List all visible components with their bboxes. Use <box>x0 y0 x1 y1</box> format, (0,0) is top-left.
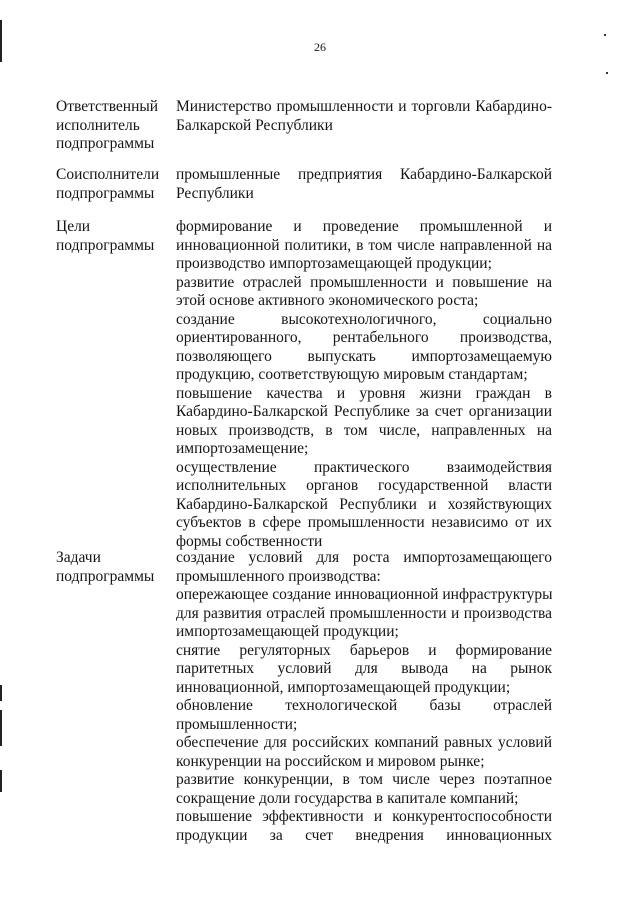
label-line: Соисполнители <box>56 166 160 183</box>
label-line: подпрограммы <box>56 135 155 152</box>
text-line: ориентированного, рентабельного производства, <box>176 329 552 346</box>
label-line: Ответственный <box>56 98 159 115</box>
label-line: подпрограммы <box>56 567 155 585</box>
text-line: Кабардино-Балкарской Республике за счет организации <box>176 403 552 420</box>
scan-speck <box>604 34 606 36</box>
label-line: подпрограммы <box>56 236 155 254</box>
text-line: субъектов в сфере промышленности независимо от их <box>176 514 552 531</box>
text-line: продукцию, соответствующую мировым стандартам; <box>176 366 528 383</box>
text-line: снятие регуляторных барьеров и формирование <box>176 641 552 659</box>
section-text <box>176 98 552 135</box>
section-label <box>56 218 168 255</box>
text-line: позволяющего выпускать импортозамещаемую <box>176 347 552 365</box>
text-line: опережающее создание инновационной инфраструктуры <box>176 586 553 603</box>
text-line: осуществление практического взаимодействия <box>176 458 552 476</box>
text-line: новых производств, в том числе, направленных на <box>176 421 552 439</box>
text-line: формирование и проведение промышленной и <box>176 218 552 235</box>
scan-edge-mark <box>0 710 2 746</box>
text-line: обновление технологической базы отраслей <box>176 697 552 714</box>
text-line: сокращение доли государства в капитале компаний; <box>176 789 519 807</box>
text-line: инновационной, импортозамещающей продукции; <box>176 678 511 696</box>
page-number: 26 <box>314 40 326 54</box>
text-line: продукции за счет внедрения инновационных <box>176 826 552 844</box>
text-line: Республики <box>176 184 254 202</box>
text-line: Балкарской Республики <box>176 116 333 134</box>
text-line: для развития отраслей промышленности и производства <box>176 604 552 622</box>
text-line: этой основе активного экономического роста; <box>176 292 479 309</box>
section-label <box>56 166 168 203</box>
text-line: паритетных условий для вывода на рынок <box>176 660 552 677</box>
text-line: развитие конкуренции, в том числе через поэтапное <box>176 771 552 788</box>
text-line: обеспечение для российских компаний равных условий <box>176 734 552 751</box>
section-label <box>56 98 168 154</box>
section-text <box>176 166 552 203</box>
text-line: инновационной политики, в том числе направленной на <box>176 236 552 254</box>
text-line: повышение эффективности и конкурентоспособности <box>176 808 552 825</box>
scan-speck <box>606 72 608 74</box>
text-line: конкуренции на российском и мировом рынке; <box>176 752 485 770</box>
text-line: Кабардино-Балкарской Республики и хозяйствующих <box>176 495 552 513</box>
label-line: исполнитель <box>56 116 140 134</box>
text-line: импортозамещающей продукции; <box>176 623 399 640</box>
text-line: промышленности; <box>176 715 298 733</box>
text-line: создание высокотехнологичного, социально <box>176 310 552 328</box>
section-text <box>176 218 552 551</box>
text-line: повышение качества и уровня жизни граждан в <box>176 384 552 402</box>
label-line: Задачи <box>56 549 101 566</box>
scan-edge-mark <box>0 685 2 701</box>
text-line: производство импортозамещающей продукции; <box>176 255 492 272</box>
section-label <box>56 549 168 586</box>
scan-edge-mark <box>0 770 2 792</box>
text-line: развитие отраслей промышленности и повышение на <box>176 273 552 291</box>
label-line: Цели <box>56 218 91 235</box>
text-line: промышленного производства: <box>176 567 381 585</box>
section-text <box>176 549 552 845</box>
text-line: импортозамещение; <box>176 440 309 457</box>
text-line: создание условий для роста импортозамещающего <box>176 549 552 566</box>
text-line: Министерство промышленности и торговли Кабардино- <box>176 98 552 115</box>
text-line: промышленные предприятия Кабардино-Балкарской <box>176 166 552 183</box>
label-line: подпрограммы <box>56 184 155 202</box>
text-line: исполнительных органов государственной власти <box>176 477 552 494</box>
text-line: формы собственности <box>176 532 323 550</box>
